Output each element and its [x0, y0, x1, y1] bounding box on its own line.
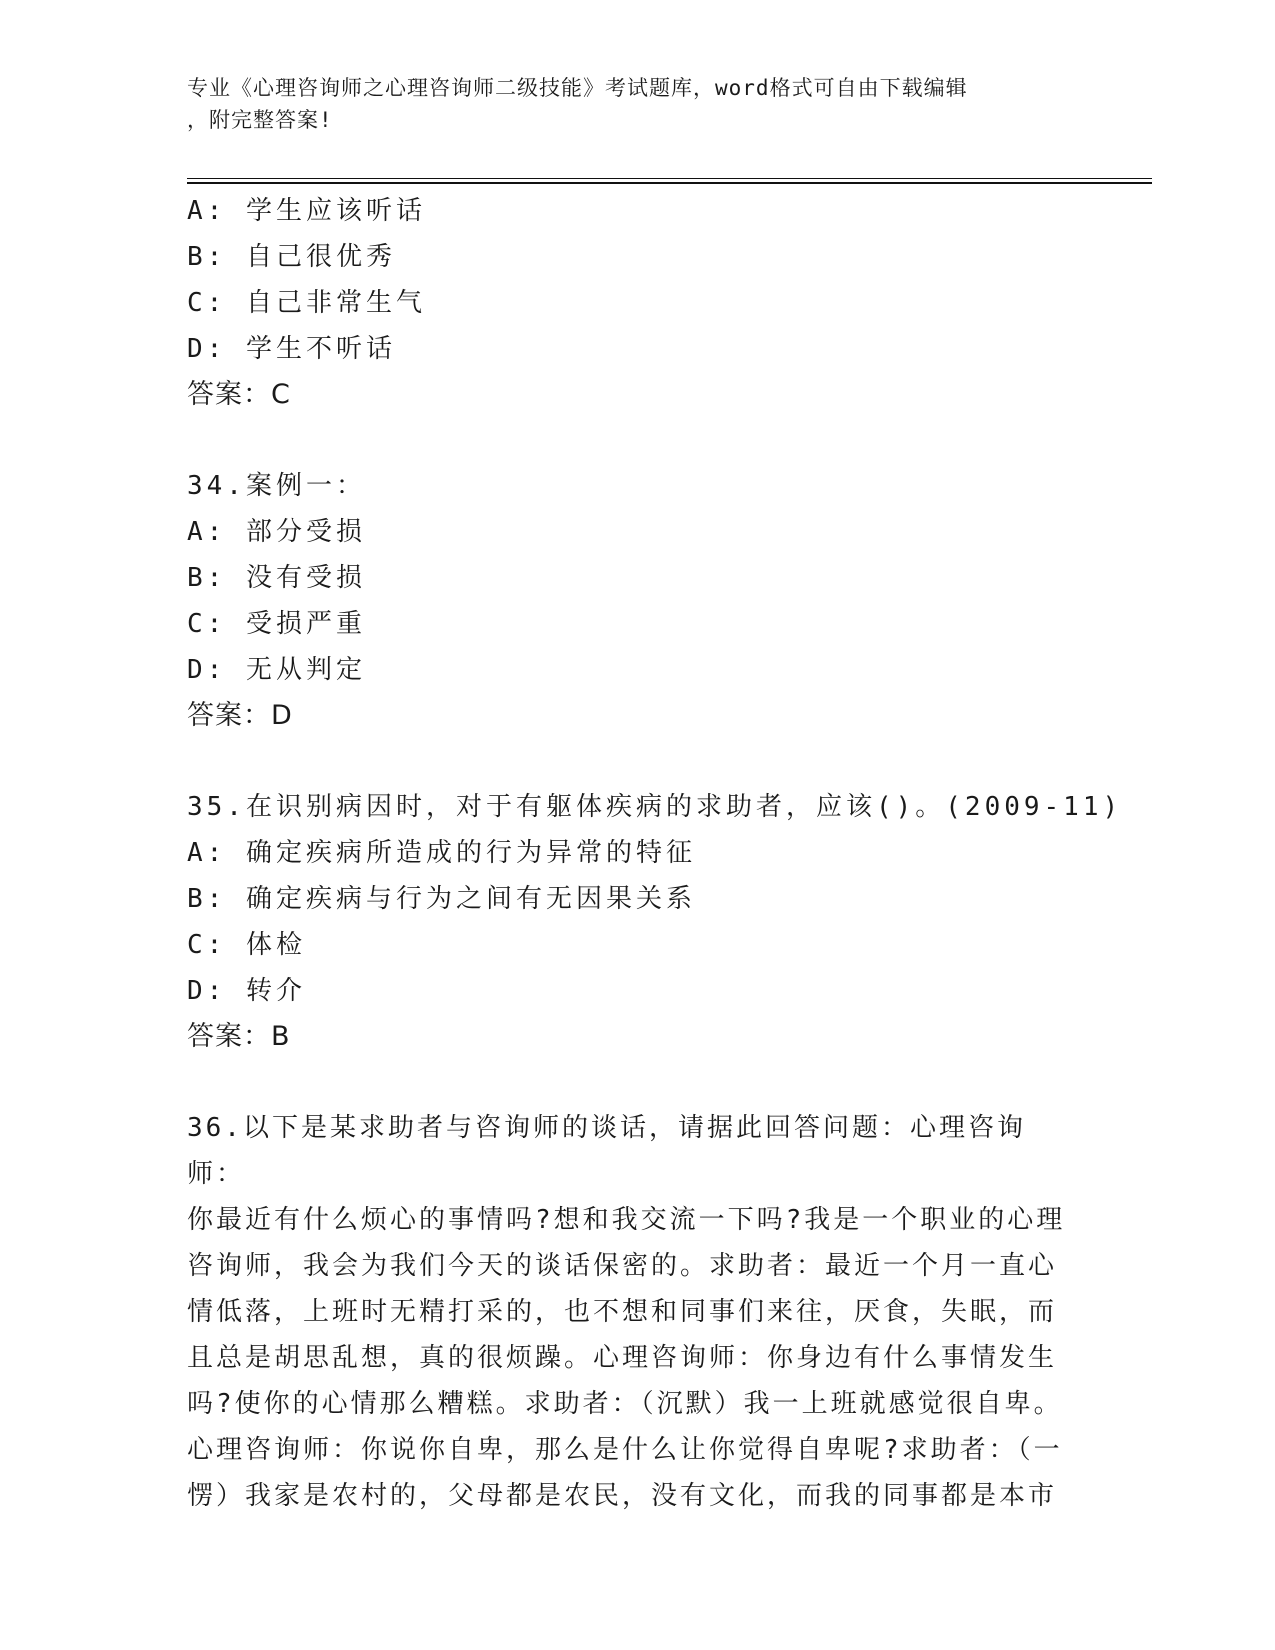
option-d: D: 转介: [187, 976, 306, 1006]
spacer: [187, 739, 1087, 784]
paragraph-line: 36.以下是某求助者与咨询师的谈话，请据此回答问题：心理咨询师：: [187, 1113, 1026, 1189]
question-35: [187, 784, 1123, 1060]
answer-line: 答案：C: [187, 379, 291, 410]
spacer: [187, 418, 1087, 463]
question-list: [187, 188, 1123, 1519]
question-36: [187, 1105, 1067, 1519]
question-stem: 35.在识别病因时，对于有躯体疾病的求助者，应该()。(2009-11): [187, 792, 1123, 822]
paragraph-line: 你最近有什么烦心的事情吗?想和我交流一下吗?我是一个职业的心理: [187, 1205, 1066, 1235]
option-c: C: 自己非常生气: [187, 288, 426, 318]
paragraph-line: 心理咨询师：你说你自卑，那么是什么让你觉得自卑呢?求助者：（一: [187, 1435, 1063, 1465]
document-header: [187, 72, 1067, 136]
paragraph-line: 愣）我家是农村的，父母都是农民，没有文化，而我的同事都是本市: [187, 1481, 1058, 1511]
question-33: [187, 188, 1087, 418]
answer-line: 答案：D: [187, 700, 293, 731]
paragraph-line: 且总是胡思乱想，真的很烦躁。心理咨询师：你身边有什么事情发生: [187, 1343, 1058, 1373]
question-stem: 34.案例一：: [187, 471, 366, 501]
option-a: A: 部分受损: [187, 517, 366, 547]
option-a: A: 确定疾病所造成的行为异常的特征: [187, 838, 696, 868]
option-b: B: 确定疾病与行为之间有无因果关系: [187, 884, 696, 914]
header-title-line: 专业《心理咨询师之心理咨询师二级技能》考试题库，word格式可自由下载编辑: [187, 76, 968, 100]
question-34: [187, 463, 1087, 739]
option-b: B: 没有受损: [187, 563, 366, 593]
option-c: C: 体检: [187, 930, 306, 960]
paragraph-line: 吗?使你的心情那么糟糕。求助者：（沉默）我一上班就感觉很自卑。: [187, 1389, 1063, 1419]
header-divider-thin: [187, 178, 1152, 179]
paragraph-line: 情低落，上班时无精打采的，也不想和同事们来往，厌食，失眠，而: [187, 1297, 1058, 1327]
option-d: D: 学生不听话: [187, 334, 396, 364]
option-a: A: 学生应该听话: [187, 196, 426, 226]
option-d: D: 无从判定: [187, 655, 366, 685]
header-divider-thick: [187, 182, 1152, 184]
paragraph-line: 咨询师，我会为我们今天的谈话保密的。求助者：最近一个月一直心: [187, 1251, 1058, 1281]
answer-line: 答案：B: [187, 1021, 291, 1052]
option-b: B: 自己很优秀: [187, 242, 396, 272]
option-c: C: 受损严重: [187, 609, 366, 639]
spacer: [187, 1060, 1087, 1105]
header-title-line-continued: ，附完整答案!: [187, 108, 333, 132]
